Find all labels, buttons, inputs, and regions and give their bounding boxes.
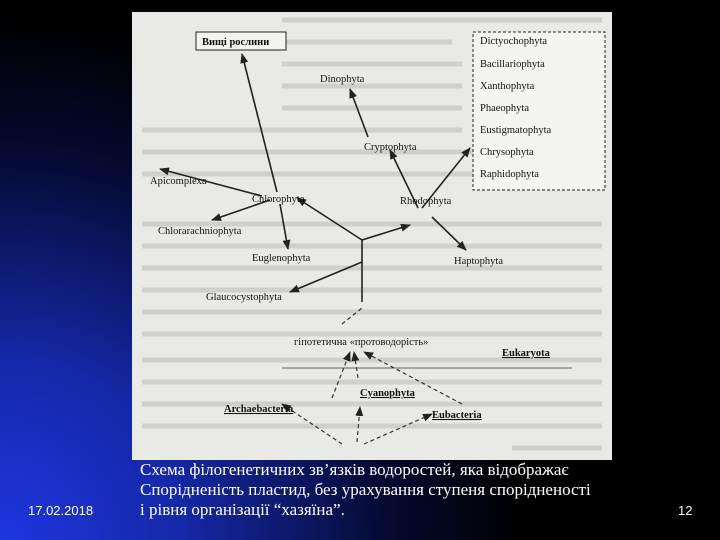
node-haptophyta: Haptophyta xyxy=(454,256,503,267)
node-xanthophyta: Xanthophyta xyxy=(480,81,535,92)
node-phaeophyta: Phaeophyta xyxy=(480,103,529,114)
node-higher-plants: Вищі рослини xyxy=(202,37,270,48)
node-dinophyta: Dinophyta xyxy=(320,74,365,85)
node-apicomplexa: Apicomplexa xyxy=(150,176,207,187)
slide-caption: Схема філогенетичних зв’язків водоростей, яка відображає Спорідненість пластид, без урахування ступеня спорідненості і рівня організації “хазяїна”. xyxy=(140,460,591,519)
node-rhodophyta: Rhodophyta xyxy=(400,196,452,207)
node-protoalgae: гіпотетична «протоводорість» xyxy=(294,337,429,348)
node-archaebacteria: Archaebacteria xyxy=(224,404,294,415)
node-cryptophyta: Cryptophyta xyxy=(364,142,417,153)
node-chlorophyta: Chlorophyta xyxy=(252,194,305,205)
node-bacillariophyta: Bacillariophyta xyxy=(480,59,545,70)
node-eubacteria: Eubacteria xyxy=(432,410,482,421)
slide-date: 17.02.2018 xyxy=(28,503,94,518)
node-chlorarachniophyta: Chlorarachniophyta xyxy=(158,226,242,237)
node-chrysophyta: Chrysophyta xyxy=(480,147,534,158)
slide-number: 12 xyxy=(678,503,693,518)
node-euglenophyta: Euglenophyta xyxy=(252,253,311,264)
node-cyanophyta: Cyanophyta xyxy=(360,388,415,399)
node-eustigmatophyta: Eustigmatophyta xyxy=(480,125,552,136)
phylogeny-diagram xyxy=(132,12,612,460)
node-eukaryota: Eukaryota xyxy=(502,348,550,359)
node-glaucocystophyta: Glaucocystophyta xyxy=(206,292,282,303)
node-raphidophyta: Raphidophyta xyxy=(480,169,539,180)
node-dictyochophyta: Dictyochophyta xyxy=(480,36,548,47)
